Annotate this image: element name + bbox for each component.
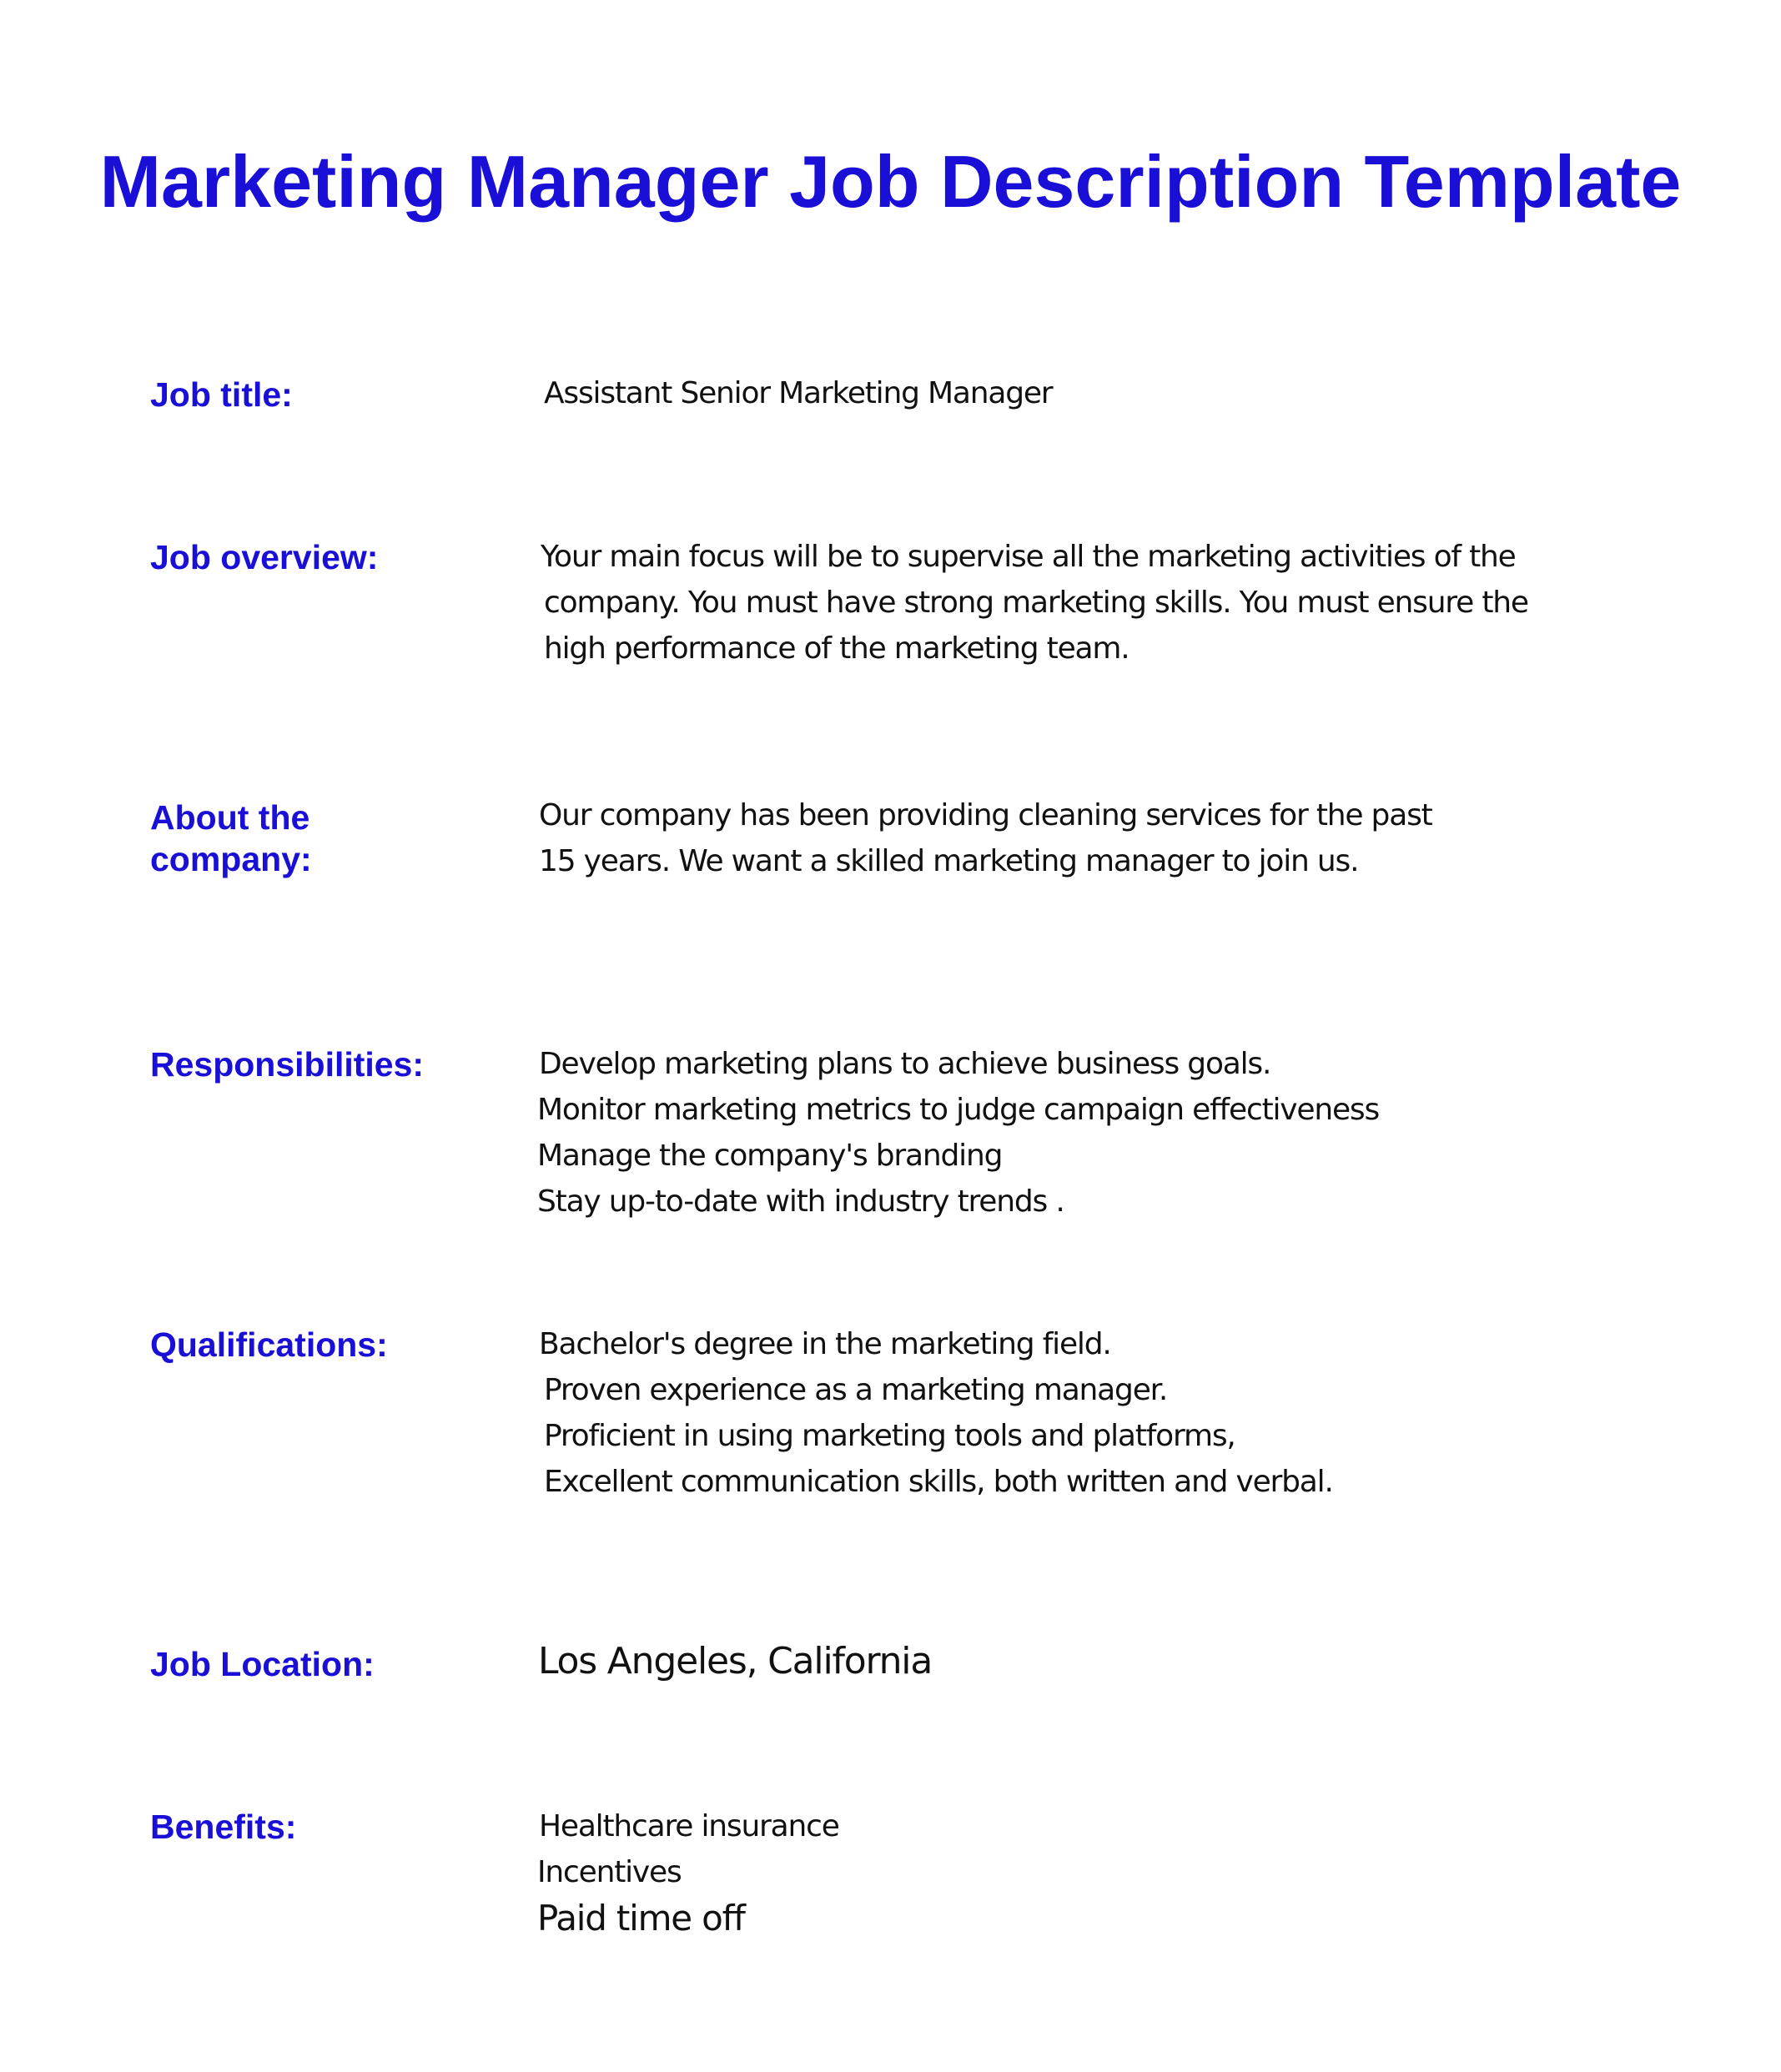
page-title: Marketing Manager Job Description Template xyxy=(99,140,1682,223)
responsibility-item: Manage the company's branding xyxy=(537,1139,1003,1173)
benefits-label: Benefits: xyxy=(150,1808,297,1846)
job-overview-line: company. You must have strong marketing skills. You must ensure the xyxy=(544,586,1528,620)
benefit-item: Paid time off xyxy=(537,1898,745,1939)
job-location-value xyxy=(538,1638,932,1684)
job-location-label: Job Location: xyxy=(150,1645,375,1683)
about-company-line: Our company has been providing cleaning services for the past xyxy=(539,798,1432,832)
about-company-line: 15 years. We want a skilled marketing manager to join us. xyxy=(539,844,1359,878)
qualification-item: Proficient in using marketing tools and platforms, xyxy=(544,1419,1235,1453)
about-company-value xyxy=(539,792,1432,884)
qualification-item: Proven experience as a marketing manager. xyxy=(544,1373,1168,1407)
about-company-label xyxy=(150,797,484,880)
qualification-item: Excellent communication skills, both written and verbal. xyxy=(544,1465,1333,1499)
responsibility-item: Monitor marketing metrics to judge campaign effectiveness xyxy=(537,1093,1380,1127)
job-title-value xyxy=(544,370,1052,416)
benefits-list xyxy=(537,1803,839,1941)
benefit-item: Incentives xyxy=(537,1855,682,1889)
job-overview-label: Job overview: xyxy=(150,538,379,576)
job-title-label: Job title: xyxy=(150,375,293,414)
job-overview-value xyxy=(541,534,1528,671)
job-location-text: Los Angeles, California xyxy=(538,1640,933,1682)
job-title-text: Assistant Senior Marketing Manager xyxy=(544,376,1053,410)
job-overview-line: Your main focus will be to supervise all the marketing activities of the xyxy=(541,540,1516,574)
responsibilities-list xyxy=(537,1041,1379,1225)
responsibility-item: Stay up-to-date with industry trends . xyxy=(537,1184,1064,1219)
qualifications-list xyxy=(539,1321,1333,1505)
qualification-item: Bachelor's degree in the marketing field. xyxy=(539,1327,1111,1361)
qualifications-label: Qualifications: xyxy=(150,1325,388,1364)
job-overview-line: high performance of the marketing team. xyxy=(544,631,1129,666)
benefit-item: Healthcare insurance xyxy=(539,1809,839,1843)
responsibility-item: Develop marketing plans to achieve business goals. xyxy=(539,1047,1271,1081)
about-company-label-line: company: xyxy=(150,840,312,878)
responsibilities-label: Responsibilities: xyxy=(150,1045,425,1084)
about-company-label-line: About the xyxy=(150,798,310,837)
